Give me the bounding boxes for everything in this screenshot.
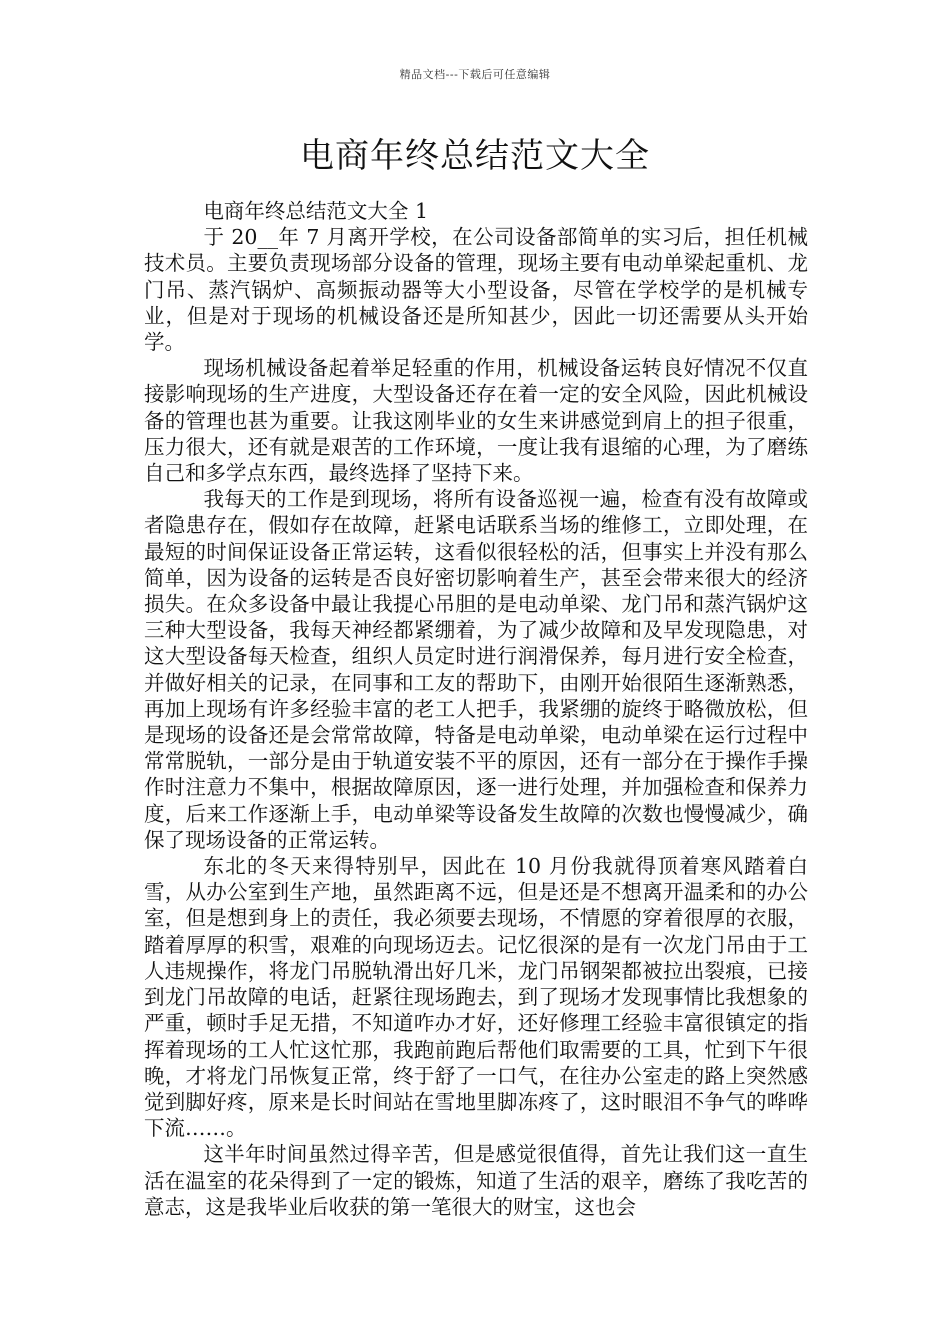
paragraph-4: 东北的冬天来得特别早，因此在 10 月份我就得顶着寒风踏着白雪，从办公室到生产地，虽然距离不远，但是还是不想离开温柔和的办公室，但是想到身上的责任，我必须要去现场，不情愿的穿着很厚的衣服，踏着厚厚的积雪，艰难的向现场迈去。记忆很深的是有一次龙门吊由于工人违规操作，将龙门吊脱轨滑出好几米，龙门吊钢架都被拉出裂痕，已接到龙门吊故障的电话，赶紧往现场跑去，到了现场才发现事情比我想象的严重，顿时手足无措，不知道咋办才好，还好修理工经验丰富很镇定的指挥着现场的工人忙这忙那，我跑前跑后帮他们取需要的工具，忙到下午很晚，才将龙门吊恢复正常，终于舒了一口气，在往办公室走的路上突然感觉到脚好疼，原来是长时间站在雪地里脚冻疼了，这时眼泪不争气的哗哗下流……。: [144, 854, 808, 1141]
paragraph-3: 我每天的工作是到现场，将所有设备巡视一遍，检查有没有故障或者隐患存在，假如存在故障，赶紧电话联系当场的维修工，立即处理，在最短的时间保证设备正常运转，这看似很轻松的活，但事实上并没有那么简单，因为设备的运转是否良好密切影响着生产，甚至会带来很大的经济损失。在众多设备中最让我提心吊胆的是电动单梁、龙门吊和蒸汽锅炉这三种大型设备，我每天神经都紧绷着，为了减少故障和及早发现隐患，对这大型设备每天检查，组织人员定时进行润滑保养，每月进行安全检查，并做好相关的记录，在同事和工友的帮助下，由刚开始很陌生逐渐熟悉，再加上现场有许多经验丰富的老工人把手，我紧绷的旋终于略微放松，但是现场的设备还是会常常故障，特备是电动单梁，电动单梁在运行过程中常常脱轨，一部分是由于轨道安装不平的原因，还有一部分在于操作手操作时注意力不集中，根据故障原因，逐一进行处理，并加强检查和保养力度，后来工作逐渐上手，电动单梁等设备发生故障的次数也慢慢减少，确保了现场设备的正常运转。: [144, 487, 808, 852]
paragraph-2: 现场机械设备起着举足轻重的作用，机械设备运转良好情况不仅直接影响现场的生产进度，大型设备还存在着一定的安全风险，因此机械设备的管理也甚为重要。让我这刚毕业的女生来讲感觉到肩上的担子很重，压力很大，还有就是艰苦的工作环境，一度让我有退缩的心理，为了磨练自己和多学点东西，最终选择了坚持下来。: [144, 356, 808, 486]
document-title: 电商年终总结范文大全: [300, 136, 650, 176]
section-subtitle: 电商年终总结范文大全 1: [203, 199, 428, 223]
paragraph-5: 这半年时间虽然过得辛苦，但是感觉很值得，首先让我们这一直生活在温室的花朵得到了一定的锻炼，知道了生活的艰辛，磨练了我吃苦的意志，这是我毕业后收获的第一笔很大的财宝，这也会: [144, 1142, 808, 1219]
page-header-note: 精品文档---下载后可任意编辑: [399, 68, 551, 81]
document-body: [144, 198, 808, 1220]
paragraph-1: 于 20__年 7 月离开学校，在公司设备部简单的实习后，担任机械技术员。主要负责现场部分设备的管理，现场主要有电动单梁起重机、龙门吊、蒸汽锅炉、高频振动器等大小型设备，尽管在学校学的是机械专业，但是对于现场的机械设备还是所知甚少，因此一切还需要从头开始学。: [144, 225, 808, 355]
